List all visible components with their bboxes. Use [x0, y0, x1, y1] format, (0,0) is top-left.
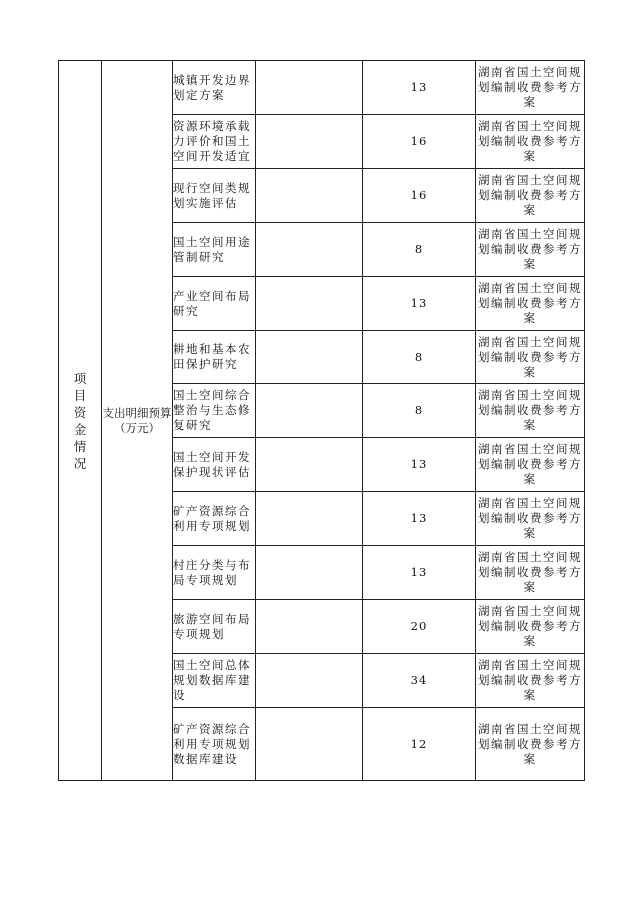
budget-table — [58, 60, 585, 781]
subcategory-label: 支出明细预算（万元） — [102, 405, 172, 435]
item-cell: 村庄分类与布局专项规划 — [173, 546, 256, 600]
amount-cell: 12 — [363, 708, 476, 781]
amount-cell: 16 — [363, 115, 476, 169]
item-cell: 国土空间总体规划数据库建设 — [173, 654, 256, 708]
table-row — [59, 61, 585, 115]
blank-cell — [256, 384, 363, 438]
basis-cell: 湖南省国土空间规划编制收费参考方案 — [476, 61, 585, 115]
basis-cell: 湖南省国土空间规划编制收费参考方案 — [476, 546, 585, 600]
item-cell: 资源环境承载力评价和国土空间开发适宜 — [173, 115, 256, 169]
blank-cell — [256, 115, 363, 169]
amount-cell: 8 — [363, 384, 476, 438]
amount-cell: 20 — [363, 600, 476, 654]
blank-cell — [256, 331, 363, 384]
item-cell: 耕地和基本农田保护研究 — [173, 331, 256, 384]
basis-cell: 湖南省国土空间规划编制收费参考方案 — [476, 223, 585, 277]
basis-cell: 湖南省国土空间规划编制收费参考方案 — [476, 277, 585, 331]
category-label: 项目资金情况 — [73, 370, 87, 471]
blank-cell — [256, 438, 363, 492]
blank-cell — [256, 654, 363, 708]
basis-cell: 湖南省国土空间规划编制收费参考方案 — [476, 600, 585, 654]
basis-cell: 湖南省国土空间规划编制收费参考方案 — [476, 492, 585, 546]
item-cell: 旅游空间布局专项规划 — [173, 600, 256, 654]
amount-cell: 16 — [363, 169, 476, 223]
amount-cell: 8 — [363, 223, 476, 277]
amount-cell: 13 — [363, 546, 476, 600]
blank-cell — [256, 169, 363, 223]
amount-cell: 34 — [363, 654, 476, 708]
basis-cell: 湖南省国土空间规划编制收费参考方案 — [476, 438, 585, 492]
basis-cell: 湖南省国土空间规划编制收费参考方案 — [476, 384, 585, 438]
category-cell — [59, 61, 102, 781]
amount-cell: 8 — [363, 331, 476, 384]
basis-cell: 湖南省国土空间规划编制收费参考方案 — [476, 654, 585, 708]
item-cell: 产业空间布局研究 — [173, 277, 256, 331]
amount-cell: 13 — [363, 438, 476, 492]
basis-cell: 湖南省国土空间规划编制收费参考方案 — [476, 169, 585, 223]
blank-cell — [256, 708, 363, 781]
blank-cell — [256, 223, 363, 277]
item-cell: 国土空间开发保护现状评估 — [173, 438, 256, 492]
blank-cell — [256, 277, 363, 331]
item-cell: 现行空间类规划实施评估 — [173, 169, 256, 223]
blank-cell — [256, 600, 363, 654]
blank-cell — [256, 61, 363, 115]
subcategory-cell — [102, 61, 173, 781]
basis-cell: 湖南省国土空间规划编制收费参考方案 — [476, 331, 585, 384]
item-cell: 矿产资源综合利用专项规划 — [173, 492, 256, 546]
blank-cell — [256, 546, 363, 600]
blank-cell — [256, 492, 363, 546]
item-cell: 矿产资源综合利用专项规划数据库建设 — [173, 708, 256, 781]
basis-cell: 湖南省国土空间规划编制收费参考方案 — [476, 708, 585, 781]
item-cell: 城镇开发边界划定方案 — [173, 61, 256, 115]
item-cell: 国土空间综合整治与生态修复研究 — [173, 384, 256, 438]
amount-cell: 13 — [363, 277, 476, 331]
item-cell: 国土空间用途管制研究 — [173, 223, 256, 277]
amount-cell: 13 — [363, 492, 476, 546]
amount-cell: 13 — [363, 61, 476, 115]
basis-cell: 湖南省国土空间规划编制收费参考方案 — [476, 115, 585, 169]
